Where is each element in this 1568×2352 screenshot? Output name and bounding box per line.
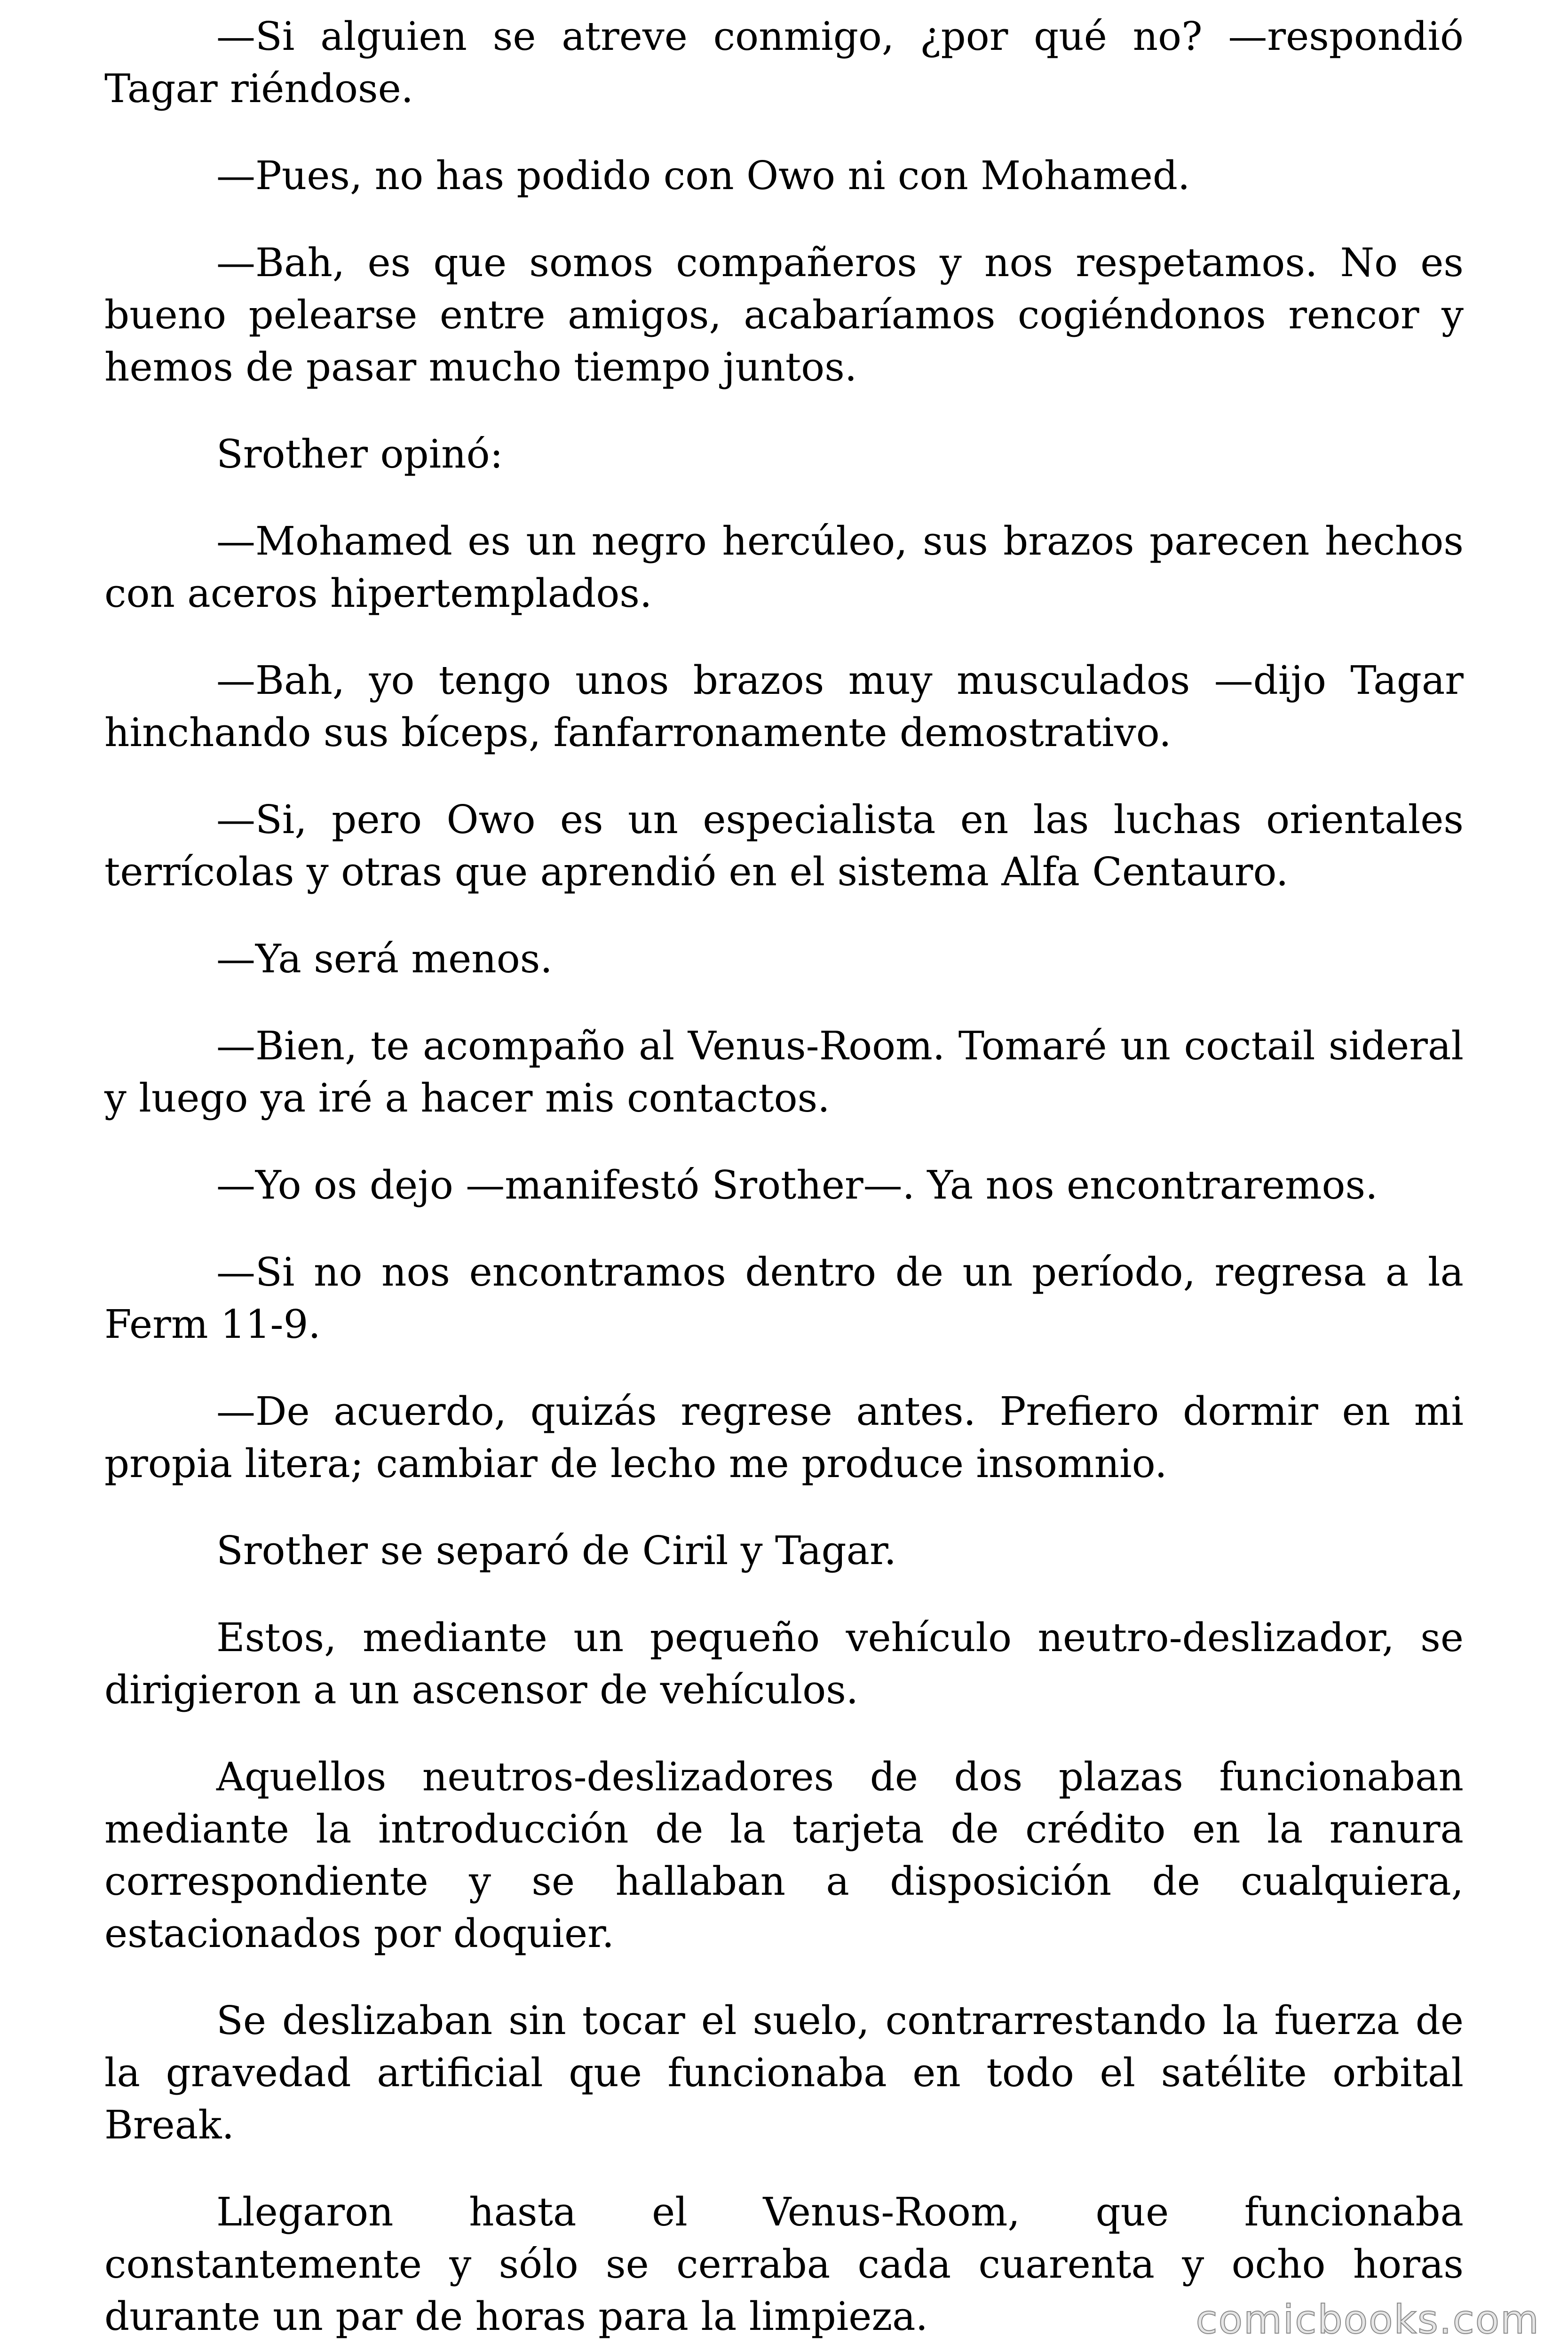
paragraph: —Si, pero Owo es un especialista en las luchas orientales terrícolas y otras que aprendió en el sistema Alfa Centauro.: [104, 797, 1464, 895]
watermark: comicbooks.com: [1196, 2296, 1540, 2343]
paragraph: —Bah, yo tengo unos brazos muy musculados —dijo Tagar hinchando sus bíceps, fanfarronamente demostrativo.: [104, 658, 1464, 755]
paragraph: —Ya será menos.: [216, 936, 553, 982]
paragraph: Srother opinó:: [216, 431, 503, 477]
paragraph: Llegaron hasta el Venus-Room, que funcionaba constantemente y sólo se cerraba cada cuarenta y ocho horas durante un par de horas para la limpieza.: [104, 2189, 1464, 2339]
paragraph: Se deslizaban sin tocar el suelo, contrarrestando la fuerza de la gravedad artificial que funcionaba en todo el satélite orbital Break.: [104, 1998, 1464, 2148]
paragraph: —Pues, no has podido con Owo ni con Mohamed.: [216, 153, 1190, 199]
paragraph: —Bah, es que somos compañeros y nos respetamos. No es bueno pelearse entre amigos, acabaríamos cogiéndonos rencor y hemos de pasar mucho tiempo juntos.: [104, 240, 1464, 390]
paragraph: —Si no nos encontramos dentro de un período, regresa a la Ferm 11-9.: [104, 1249, 1464, 1347]
paragraph: —De acuerdo, quizás regrese antes. Prefiero dormir en mi propia litera; cambiar de lecho me produce insomnio.: [104, 1389, 1464, 1486]
paragraph: —Bien, te acompaño al Venus-Room. Tomaré un coctail sideral y luego ya iré a hacer mis contactos.: [104, 1023, 1464, 1121]
paragraph: —Mohamed es un negro hercúleo, sus brazos parecen hechos con aceros hipertemplados.: [104, 518, 1464, 616]
paragraph: Srother se separó de Ciril y Tagar.: [216, 1528, 897, 1573]
document-body: [104, 10, 1464, 2343]
paragraph: —Yo os dejo —manifestó Srother—. Ya nos encontraremos.: [216, 1162, 1378, 1208]
paragraph: —Si alguien se atreve conmigo, ¿por qué no? —respondió Tagar riéndose.: [104, 14, 1464, 111]
paragraph: Estos, mediante un pequeño vehículo neutro-deslizador, se dirigieron a un ascensor de vehículos.: [104, 1615, 1464, 1713]
paragraph: Aquellos neutros-deslizadores de dos plazas funcionaban mediante la introducción de la tarjeta de crédito en la ranura correspondiente y se hallaban a disposición de cualquiera, estacionados por doquier.: [104, 1754, 1464, 1956]
